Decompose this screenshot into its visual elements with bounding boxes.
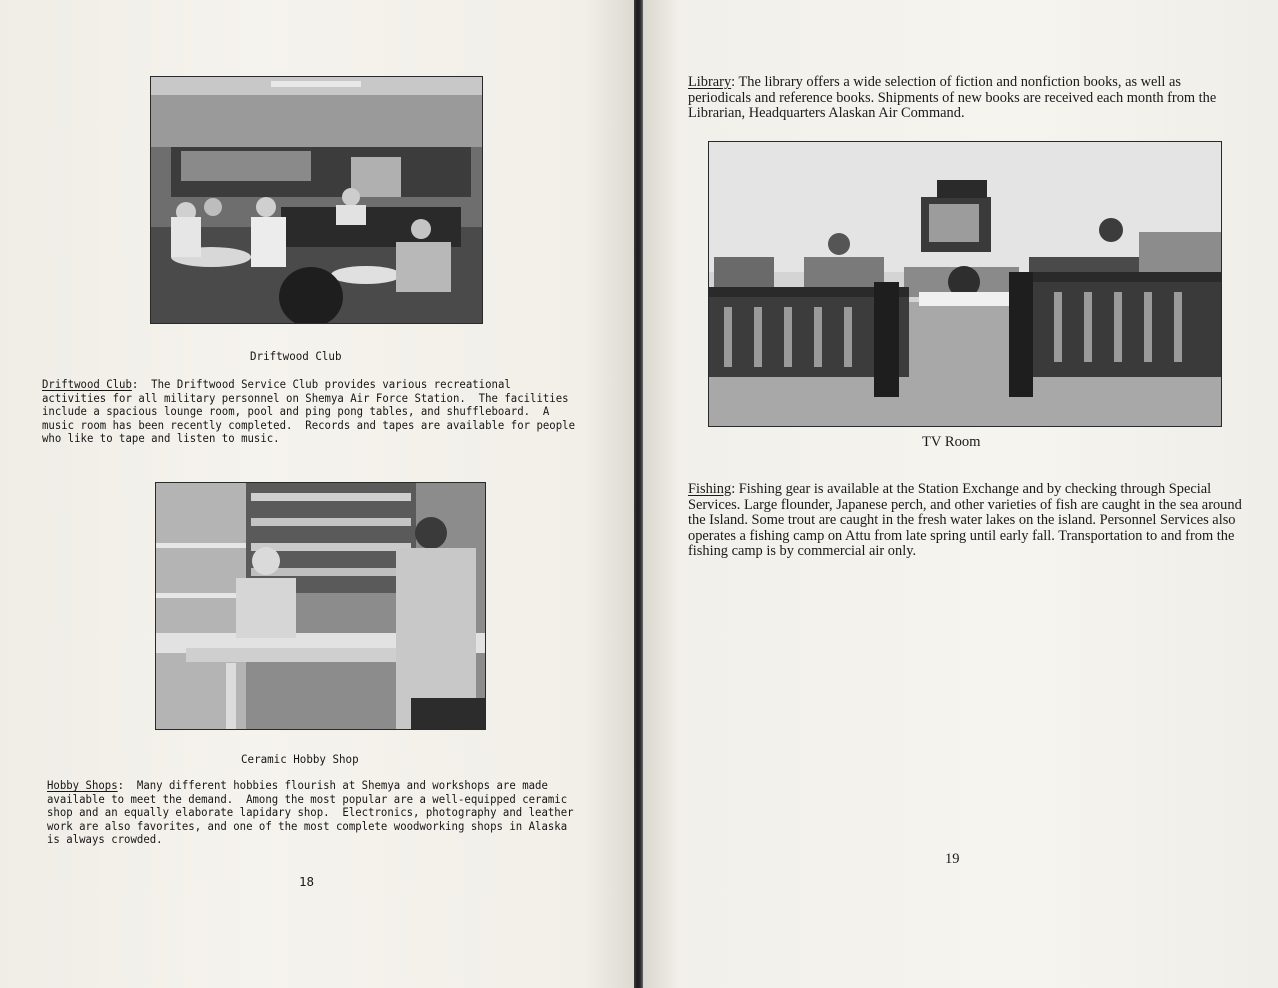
page-number-left: 18 [299, 874, 315, 889]
page-number-right: 19 [945, 851, 960, 867]
book-gutter [634, 0, 643, 988]
fishing-body: : Fishing gear is available at the Station Exchange and by checking through Special Services. Large flounder, Japanese perch, and other varieties of fish are caught in the sea around the Island. Some trout are caught in the fresh water lakes on the island. Personnel Services also operates a fishing camp on Attu from late spring until early fall. Transportation to and from the fishing camp is by commercial air only. [688, 481, 1242, 560]
driftwood-club-body: : The Driftwood Service Club provides various recreational activities for all military personnel on Shemya Air Force Station. The facilities include a spacious lounge room, pool and ping pong tables, and shuffleboard. A music room has been recently completed. Records and tapes are available for people who like to tape and listen to music. [42, 377, 582, 446]
hobby-shops-paragraph [47, 779, 581, 847]
driftwood-club-photo [150, 76, 483, 324]
library-body: : The library offers a wide selection of fiction and nonfiction books, as well as periodicals and reference books. Shipments of new books are received each month from the Librarian, Headquarters Alaskan Air Command. [688, 74, 1217, 122]
hobby-shops-body: : Many different hobbies flourish at Shemya and workshops are made available to meet the demand. Among the most popular are a well-equipped ceramic shop and an equally elaborate lapidary shop. Electronics, photography and leather work are also favorites, and one of the most complete woodworking shops in Alaska is always crowded. [47, 778, 581, 847]
fishing-heading: Fishing [688, 481, 732, 497]
ceramic-hobby-shop-photo [155, 482, 486, 730]
driftwood-club-caption: Driftwood Club [250, 349, 342, 363]
driftwood-club-paragraph [42, 378, 581, 446]
ceramic-hobby-shop-caption: Ceramic Hobby Shop [241, 752, 359, 766]
tv-room-caption: TV Room [922, 434, 981, 450]
hobby-shops-heading: Hobby Shops [47, 778, 118, 792]
tv-room-photo [708, 141, 1222, 427]
library-paragraph [688, 75, 1228, 122]
fishing-paragraph [688, 482, 1243, 560]
library-heading: Library [688, 74, 732, 90]
driftwood-club-heading: Driftwood Club [42, 377, 132, 391]
